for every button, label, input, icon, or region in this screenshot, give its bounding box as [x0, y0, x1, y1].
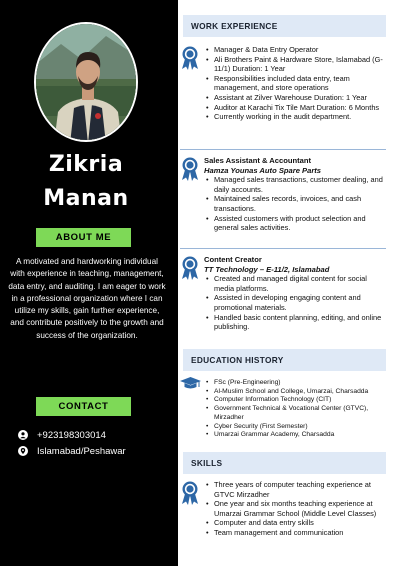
phone-number: +923198303014	[37, 429, 106, 441]
ribbon-badge-icon	[180, 157, 200, 181]
skills-list	[204, 480, 386, 538]
job-title: Sales Assistant & Accountant	[204, 156, 312, 165]
graduation-cap-icon	[180, 377, 201, 389]
ribbon-badge-icon	[180, 256, 200, 280]
work-item: • Maintained sales records, invoices, and cash transactions.	[214, 194, 386, 213]
location-text: Islamabad/Peshawar	[37, 445, 126, 457]
education-heading: EDUCATION HISTORY	[183, 349, 386, 371]
section-divider	[180, 149, 386, 150]
about-me-text: A motivated and hardworking individual with experience in teaching, management, data entry, and auditing. I am eager to work in a professional organization where I can utilize my skills, gain further experience, and contribute positively to the growth and success of the organization.	[8, 257, 166, 340]
last-name: Manan	[43, 186, 129, 211]
job-title: Content Creator	[204, 255, 262, 264]
work-block-2	[204, 156, 386, 233]
about-me-heading: ABOUT ME	[36, 228, 131, 247]
skill-item: • One year and six months teaching experience at Umarzai Grammar School (Middle Level Classes)	[214, 499, 386, 518]
location-pin-icon	[18, 446, 28, 456]
education-item: • Cyber Security (First Semester)	[214, 423, 386, 432]
ribbon-badge-icon	[180, 481, 200, 505]
work-block-3	[204, 255, 386, 332]
user-phone-icon	[18, 430, 28, 440]
work-item: • Assisted customers with product selection and general sales activities.	[214, 214, 386, 233]
job-org: Hamza Younas Auto Spare Parts	[204, 165, 322, 175]
profile-photo-image	[36, 24, 138, 142]
education-item: • Computer Information Technology (CIT)	[214, 396, 386, 405]
education-item: • FSc (Pre-Engineering)	[214, 379, 386, 388]
contact-location-row	[18, 445, 126, 457]
skill-item: • Computer and data entry skills	[214, 518, 386, 528]
education-item: • Umarzai Grammar Academy, Charsadda	[214, 431, 386, 440]
work-item: • Ali Brothers Paint & Hardware Store, Islamabad (G-11/1) Duration: 1 Year	[214, 55, 386, 74]
work-item: • Handled basic content planning, editing, and online publishing.	[214, 313, 386, 332]
skill-item: • Team management and communication	[214, 528, 386, 538]
work-experience-heading: WORK EXPERIENCE	[183, 15, 386, 37]
sidebar-edge	[172, 0, 178, 566]
skills-heading: SKILLS	[183, 452, 386, 474]
first-name: Zikria	[48, 152, 124, 177]
work-item: • Responsibilities included data entry, team management, and store operations	[214, 74, 386, 93]
skill-item: • Three years of computer teaching experience at GTVC Mirzadher	[214, 480, 386, 499]
contact-heading: CONTACT	[36, 397, 131, 416]
contact-phone-row	[18, 429, 106, 441]
section-divider	[180, 248, 386, 249]
work-item: • Auditor at Karachi Tix Tile Mart Duration: 6 Months	[214, 103, 386, 113]
sidebar	[0, 0, 172, 566]
work-item: • Managed sales transactions, customer dealing, and daily accounts.	[214, 175, 386, 194]
ribbon-badge-icon	[180, 46, 200, 70]
education-item: • Al-Muslim School and College, Umarzai, Charsadda	[214, 388, 386, 397]
job-org: TT Technology – E-11/2, Islamabad	[204, 264, 330, 274]
work-block-1	[204, 45, 386, 122]
work-item: • Manager & Data Entry Operator	[214, 45, 386, 55]
education-list	[204, 379, 386, 440]
work-item: • Currently working in the audit department.	[214, 112, 386, 122]
work-item: • Assistant at Zilver Warehouse Duration: 1 Year	[214, 93, 386, 103]
work-item: • Created and managed digital content for social media platforms.	[214, 274, 386, 293]
work-item: • Assisted in developing engaging content and promotional materials.	[214, 293, 386, 312]
profile-photo	[34, 22, 138, 142]
education-item: • Government Technical & Vocational Center (GTVC), Mirzadher	[214, 405, 386, 422]
